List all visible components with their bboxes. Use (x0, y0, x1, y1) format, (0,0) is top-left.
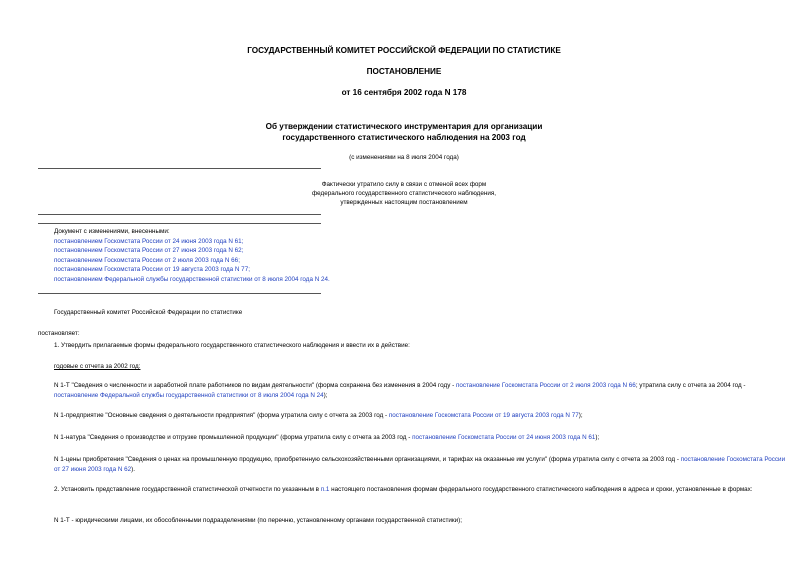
divider (38, 223, 321, 224)
amended-by-list (38, 227, 786, 285)
form-text: ); (595, 434, 600, 441)
amendment-link[interactable]: постановлением Госкомстата России от 24 июня 2003 года N 61; (54, 237, 244, 245)
item-2-form-1t-text: N 1-Т - юридическими лицами, их обособленными подразделениями (по перечню, установленному органами государственной статистики); (54, 517, 463, 524)
form-text: N 1-Т "Сведения о численности и заработной плате работников по видам деятельности" (форма сохранена без изменения в 2004 году - (54, 382, 456, 389)
amendment-link[interactable]: постановлением Госкомстата России от 2 июля 2003 года N 66; (54, 256, 240, 264)
document-date-number: от 16 сентября 2002 года N 178 (341, 88, 467, 97)
amendment-link[interactable]: постановлением Федеральной службы государственной статистики от 8 июля 2004 года N 24. (54, 275, 330, 283)
form-text: ). (131, 466, 135, 473)
annual-forms-heading (38, 363, 786, 371)
form-link[interactable]: постановление Федеральной службы государственной статистики от 8 июля 2004 года N 24 (54, 392, 324, 399)
form-text: N 1-предприятие "Основные сведения о деятельности предприятия" (форма утратила силу с отчета за 2003 год - (54, 412, 389, 419)
status-note-line2: федерального государственного статистического наблюдения, (311, 190, 496, 197)
form-text: N 1-цены приобретения "Сведения о ценах на промышленную продукцию, приобретенную сельскохозяйственными организациями, и тарифах на оказанные им услуги" (форма утратила силу с отчета за 2003 год - (54, 456, 681, 463)
issuer-text: Государственный комитет Российской Федерации по статистике (54, 309, 243, 316)
organization-heading: ГОСУДАРСТВЕННЫЙ КОМИТЕТ РОССИЙСКОЙ ФЕДЕРАЦИИ ПО СТАТИСТИКЕ (247, 46, 561, 55)
annual-forms-heading-text: годовые с отчета за 2002 год: (54, 363, 141, 370)
status-note-line3: утвержденных настоящим постановлением (340, 199, 468, 206)
form-link[interactable]: постановление Госкомстата России от 27 июня 2003 года N 62 (54, 456, 786, 473)
document-type: ПОСТАНОВЛЕНИЕ (366, 67, 442, 76)
form-text: ); (578, 412, 583, 419)
form-1t-paragraph (38, 381, 786, 401)
divider (38, 168, 321, 169)
document-title-line2: государственного статистического наблюдения на 2003 год (282, 133, 526, 142)
item-2-paragraph (38, 485, 786, 495)
amendment-link[interactable]: постановлением Госкомстата России от 19 августа 2003 года N 77; (54, 266, 250, 274)
form-text: N 1-натура "Сведения о производстве и отгрузке промышленной продукции" (форма утратила силу с отчета за 2003 год - (54, 434, 413, 441)
form-link[interactable]: постановление Госкомстата России от 24 июня 2003 года N 61 (412, 434, 596, 441)
item-text: настоящего постановления формам федерального государственного статистического наблюдения в адреса и сроки, установленные в формах: (329, 486, 753, 493)
document-title-line1: Об утверждении статистического инструментария для организации (265, 122, 543, 131)
form-1-prices-paragraph (38, 455, 786, 475)
amended-by-intro: Документ с изменениями, внесенными: (54, 228, 170, 235)
form-text: ); (323, 392, 328, 399)
document-title (38, 121, 770, 143)
form-1-enterprise-paragraph (38, 412, 786, 420)
status-note-line1: Фактически утратило силу в связи с отменой всех форм (321, 181, 487, 188)
form-1-natura-paragraph (38, 434, 786, 442)
form-link[interactable]: постановление Госкомстата России от 2 июля 2003 года N 66 (455, 382, 636, 389)
amendments-note: (с изменениями на 8 июля 2004 года) (349, 154, 459, 161)
form-text: ; утратила силу с отчета за 2004 год - (635, 382, 746, 389)
status-note (38, 180, 770, 207)
form-link[interactable]: постановление Госкомстата России от 19 августа 2003 года N 77 (388, 412, 579, 419)
divider (38, 214, 321, 215)
divider (38, 293, 321, 294)
amendment-link[interactable]: постановлением Госкомстата России от 27 июня 2003 года N 62; (54, 247, 244, 255)
decrees-text: постановляет: (38, 330, 80, 337)
item-link[interactable]: п.1 (320, 486, 330, 493)
item-1-text: 1. Утвердить прилагаемые формы федерального государственного статистического наблюдения и ввести их в действие: (54, 342, 410, 349)
item-text: 2. Установить представление государственной статистической отчетности по указанным в (54, 486, 321, 493)
